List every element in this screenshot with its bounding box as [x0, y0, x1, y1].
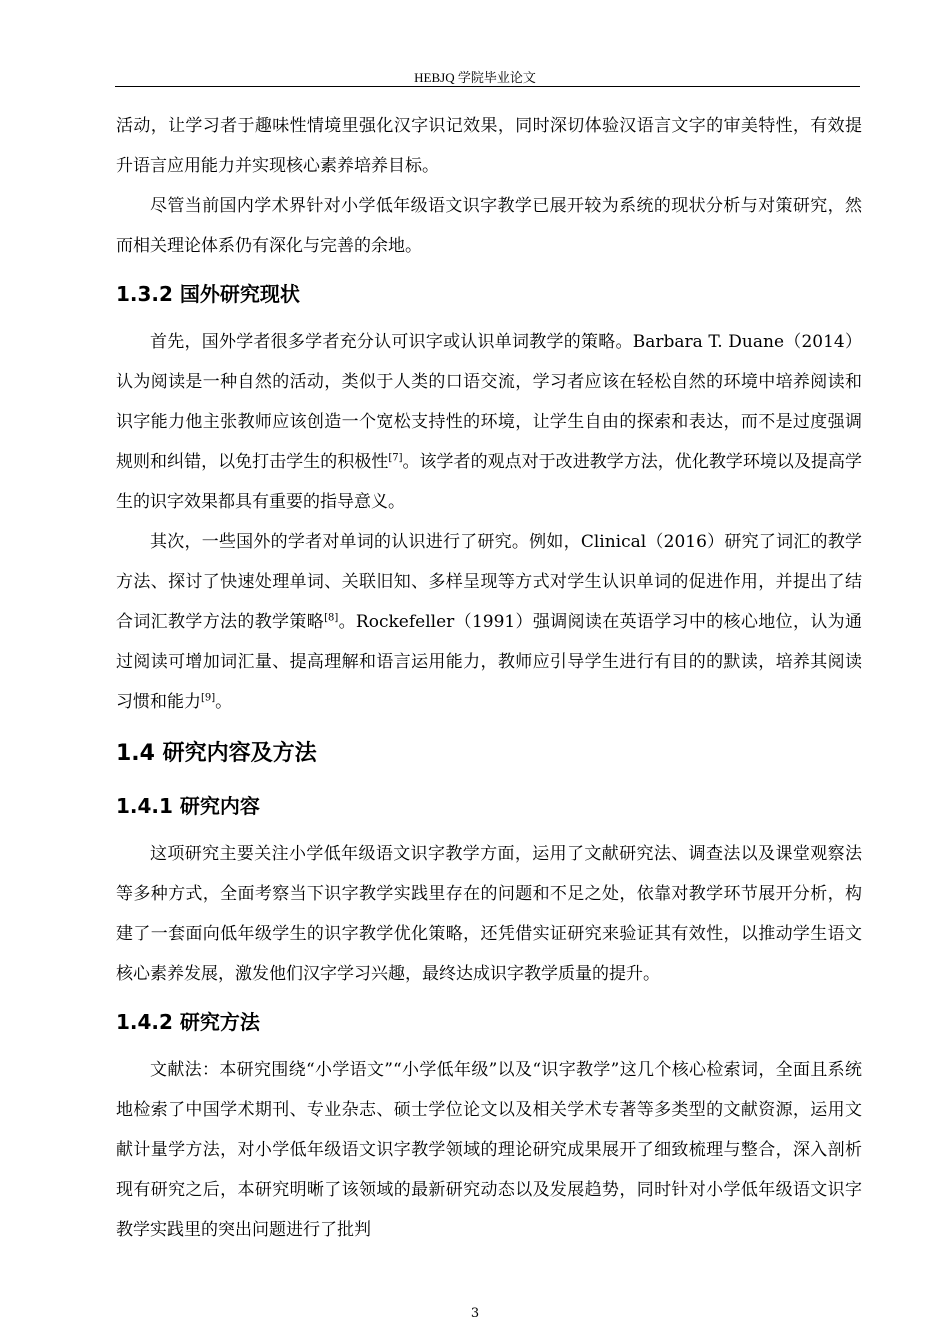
- paragraph-text: 其次，一些国外的学者对单词的认识进行了研究。例如，Clinical（2016）研究了词汇的教学方法、探讨了快速处理单词、关联旧知、多样呈现等方式对学生认识单词的促进作用，并提出了结合词汇教学方法的教学策略: [116, 532, 862, 632]
- running-header: HEBJQ 学院毕业论文: [414, 70, 536, 85]
- paragraph-text: 首先，国外学者很多学者充分认可识字或认识单词教学的策略。Barbara T. Duane（2014）认为阅读是一种自然的活动，类似于人类的口语交流，学习者应该在轻松自然的环境中培养阅读和识字能力他主张教师应该创造一个宽松支持性的环境，让学生自由的探索和表达，而不是过度强调规则和纠错，以免打击学生的积极性: [116, 332, 862, 472]
- paragraph-research-content: 这项研究主要关注小学低年级语文识字教学方面，运用了文献研究法、调查法以及课堂观察法等多种方式，全面考察当下识字教学实践里存在的问题和不足之处，依靠对教学环节展开分析，构建了一套面向低年级学生的识字教学优化策略，还凭借实证研究来验证其有效性，以推动学生语文核心素养发展，激发他们汉字学习兴趣，最终达成识字教学质量的提升。: [116, 844, 862, 984]
- paragraph-text: 。: [215, 692, 233, 712]
- citation-7: [7]: [388, 452, 403, 464]
- header-divider: [115, 86, 860, 87]
- heading-1-4: 1.4 研究内容及方法: [116, 741, 317, 766]
- paragraph-literature-method: 文献法：本研究围绕“小学语文”“小学低年级”以及“识字教学”这几个核心检索词，全面且系统地检索了中国学术期刊、专业杂志、硕士学位论文以及相关学术专著等多类型的文献资源，运用文献计量学方法，对小学低年级语文识字教学领域的理论研究成果展开了细致梳理与整合，深入剖析现有研究之后，本研究明晰了该领域的最新研究动态以及发展趋势，同时针对小学低年级语文识字教学实践里的突出问题进行了批判: [116, 1060, 862, 1240]
- paragraph-foreign-first: [116, 322, 862, 522]
- paragraph-domestic-summary: 尽管当前国内学术界针对小学低年级语文识字教学已展开较为系统的现状分析与对策研究，然而相关理论体系仍有深化与完善的余地。: [116, 196, 862, 256]
- paragraph-foreign-second: [116, 522, 862, 722]
- citation-9: [9]: [201, 692, 216, 704]
- heading-1-3-2: 1.3.2 国外研究现状: [116, 282, 300, 306]
- heading-1-4-2: 1.4.2 研究方法: [116, 1010, 260, 1034]
- paragraph-continuation: 活动，让学习者于趣味性情境里强化汉字识记效果，同时深切体验汉语言文字的审美特性，有效提升语言应用能力并实现核心素养培养目标。: [116, 116, 862, 176]
- body-content: [116, 106, 862, 1250]
- paragraph-text: 。该学者的观点对于改进教学方法，优化教学环境以及提高学生的识字效果都具有重要的指导意义。: [116, 452, 863, 512]
- page-number: 3: [470, 1306, 480, 1321]
- citation-8: [8]: [324, 612, 339, 624]
- heading-1-4-1: 1.4.1 研究内容: [116, 794, 260, 818]
- paragraph-text: 。Rockefeller（1991）强调阅读在英语学习中的核心地位，认为通过阅读可增加词汇量、提高理解和语言运用能力，教师应引导学生进行有目的的默读，培养其阅读习惯和能力: [116, 612, 862, 712]
